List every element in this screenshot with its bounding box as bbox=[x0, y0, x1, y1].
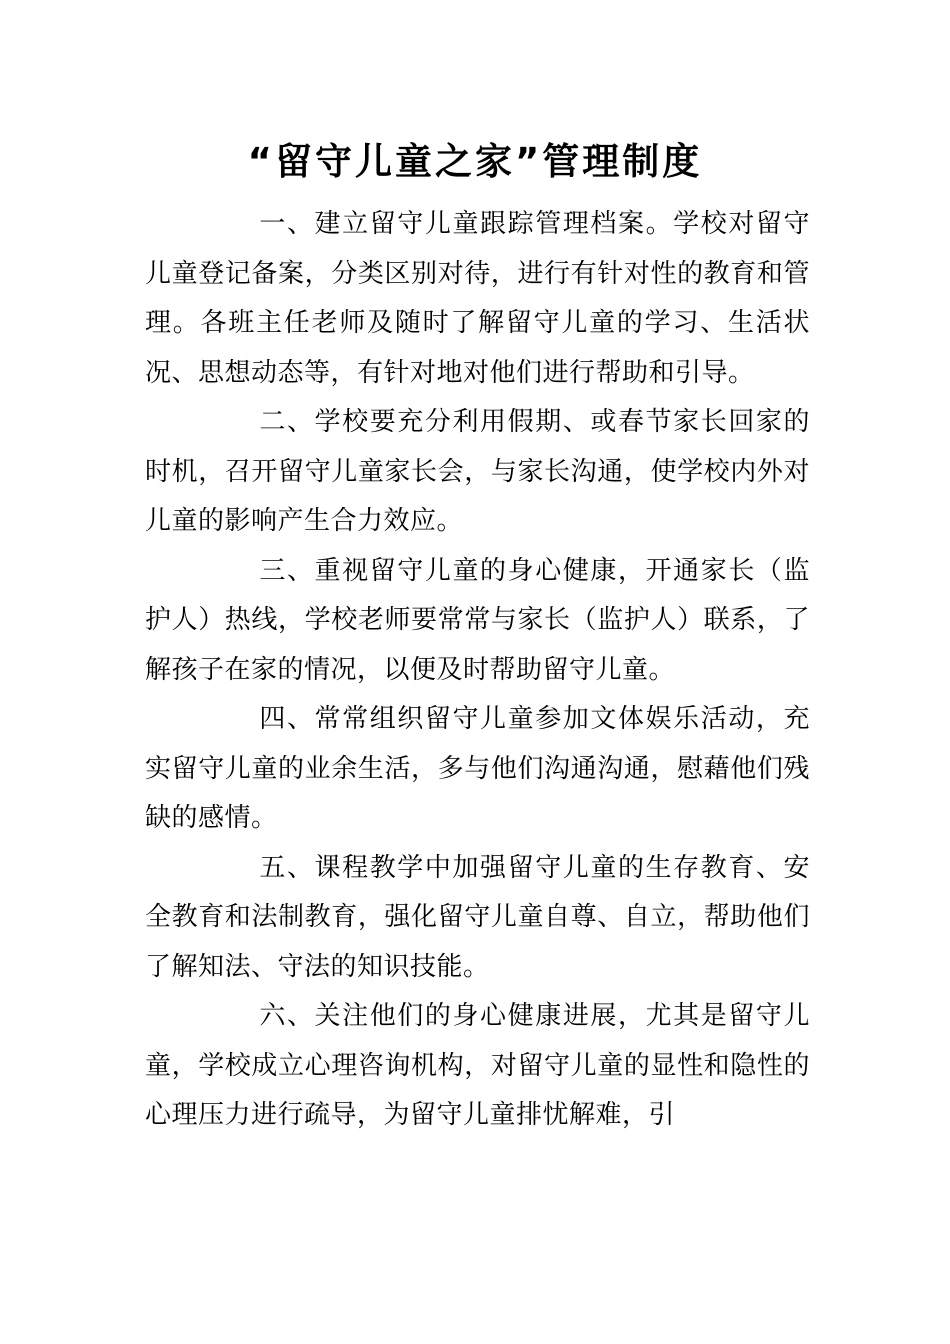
paragraph-6: 六、关注他们的身心健康进展，尤其是留守儿童，学校成立心理咨询机构，对留守儿童的显性和隐性的心理压力进行疏导，为留守儿童排忧解难，引 bbox=[145, 1001, 810, 1130]
paragraph-4: 四、常常组织留守儿童参加文体娱乐活动，充实留守儿童的业余生活，多与他们沟通沟通，慰藉他们残缺的感情。 bbox=[145, 704, 810, 833]
paragraph-3: 三、重视留守儿童的身心健康，开通家长（监护人）热线，学校老师要常常与家长（监护人）联系，了解孩子在家的情况，以便及时帮助留守儿童。 bbox=[145, 555, 810, 685]
paragraph-2: 二、学校要充分利用假期、或春节家长回家的时机，召开留守儿童家长会，与家长沟通，使学校内外对儿童的影响产生合力效应。 bbox=[145, 407, 810, 536]
document-body bbox=[145, 200, 810, 1141]
paragraph-1: 一、建立留守儿童跟踪管理档案。学校对留守儿童登记备案，分类区别对待，进行有针对性的教育和管理。各班主任老师及随时了解留守儿童的学习、生活状况、思想动态等，有针对地对他们进行帮助和引导。 bbox=[145, 209, 810, 388]
document-title: “留守儿童之家”管理制度 bbox=[247, 140, 703, 183]
paragraph-5: 五、课程教学中加强留守儿童的生存教育、安全教育和法制教育，强化留守儿童自尊、自立，帮助他们了解知法、守法的知识技能。 bbox=[145, 852, 810, 982]
